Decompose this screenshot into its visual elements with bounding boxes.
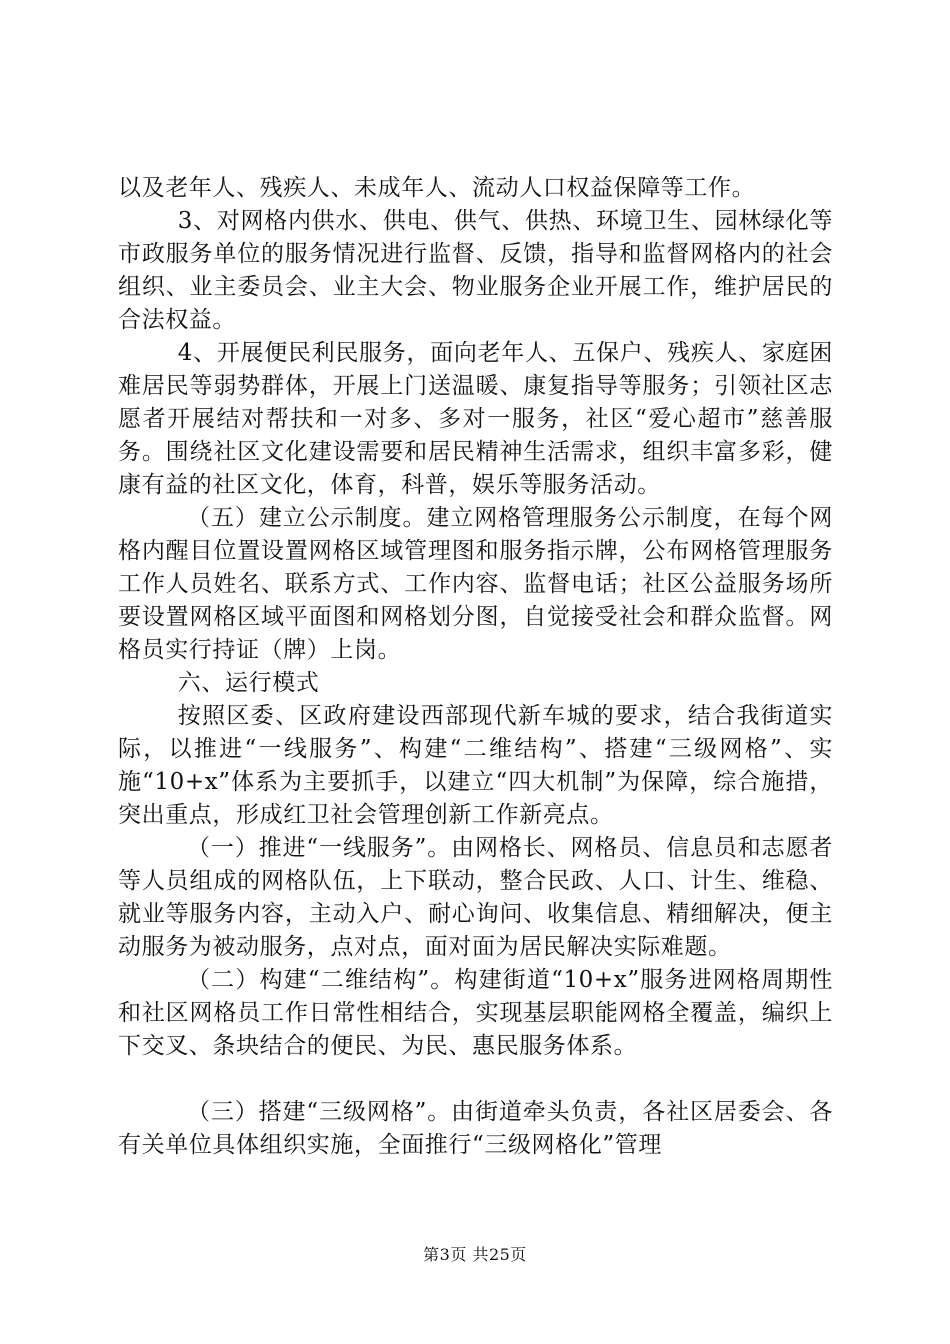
paragraph-subsection-3: （三）搭建“三级网格”。由街道牵头负责，各社区居委会、各有关单位具体组织实施，全面推行“三级网格化”管理 [118,1099,833,1158]
paragraph-section-5: （五）建立公示制度。建立网格管理服务公示制度，在每个网格内醒目位置设置网格区域管理图和服务指示牌，公布网格管理服务工作人员姓名、联系方式、工作内容、监督电话；社区公益服务场所要设置网格区域平面图和网格划分图，自觉接受社会和群众监督。网格员实行持证（牌）上岗。 [118,505,833,663]
paragraph-operation-intro: 按照区委、区政府建设西部现代新车城的要求，结合我街道实际，以推进“一线服务”、构建“二维结构”、搭建“三级网格”、实施“10+x”体系为主要抓手，以建立“四大机制”为保障，综合施措，突出重点，形成红卫社会管理创新工作新亮点。 [118,703,833,828]
page-number-footer: 第3页 共25页 [423,1245,527,1264]
paragraph-subsection-2: （二）构建“二维结构”。构建街道“10+x”服务进网格周期性和社区网格员工作日常性相结合，实现基层职能网格全覆盖，编织上下交叉、条块结合的便民、为民、惠民服务体系。 [118,967,833,1059]
section-heading-operation-mode: 六、运行模式 [177,670,320,696]
paragraph-item-4: 4、开展便民利民服务，面向老年人、五保户、残疾人、家庭困难居民等弱势群体，开展上门送温暖、康复指导等服务；引领社区志愿者开展结对帮扶和一对多、多对一服务，社区“爱心超市”慈善服务。围绕社区文化建设需要和居民精神生活需求，组织丰富多彩，健康有益的社区文化，体育，科普，娱乐等服务活动。 [118,340,833,498]
paragraph-item-3: 3、对网格内供水、供电、供气、供热、环境卫生、园林绿化等市政服务单位的服务情况进行监督、反馈，指导和监督网格内的社会组织、业主委员会、业主大会、物业服务企业开展工作，维护居民的合法权益。 [118,208,833,333]
paragraph-continuation: 以及老年人、残疾人、未成年人、流动人口权益保障等工作。 [118,175,756,201]
paragraph-gap [118,1063,833,1096]
paragraph-subsection-1: （一）推进“一线服务”。由网格长、网格员、信息员和志愿者等人员组成的网格队伍，上下联动，整合民政、人口、计生、维稳、就业等服务内容，主动入户、耐心询问、收集信息、精细解决，便主动服务为被动服务，点对点，面对面为居民解决实际难题。 [118,835,833,960]
document-body [118,172,833,1162]
